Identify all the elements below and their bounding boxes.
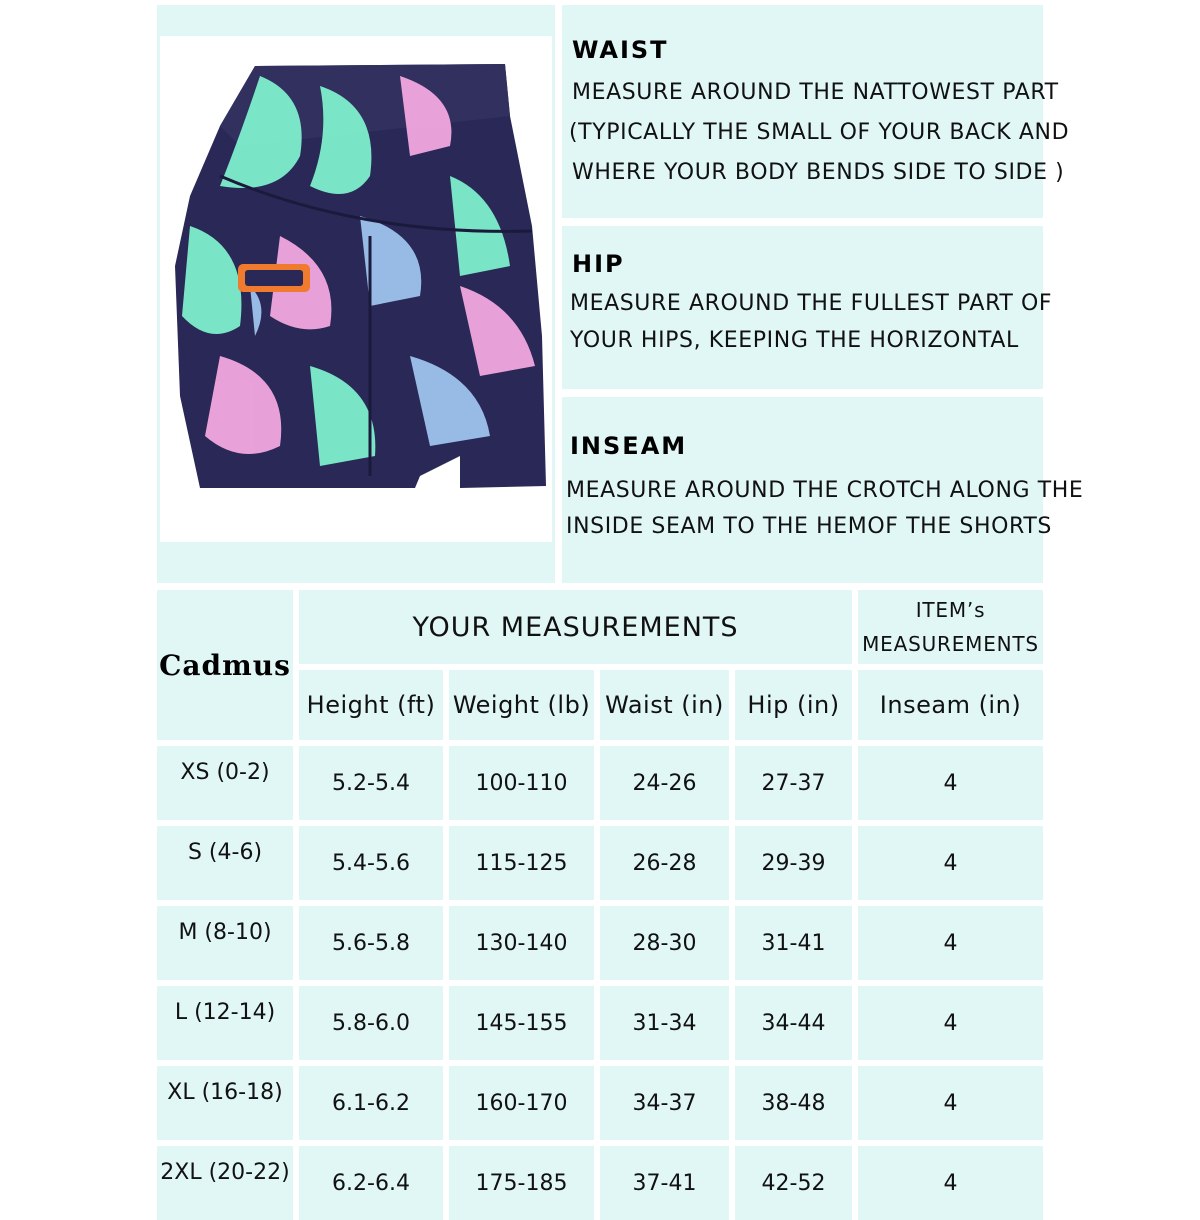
waist-cell: 24-26: [600, 746, 729, 820]
height-cell: 6.2-6.4: [299, 1146, 443, 1220]
inseam-cell: 4: [858, 746, 1043, 820]
height-cell: 5.6-5.8: [299, 906, 443, 980]
inseam-cell: 4: [858, 1066, 1043, 1140]
inseam-line-1: MEASURE AROUND THE CROTCH ALONG THE: [566, 478, 1084, 503]
hip-cell: 34-44: [735, 986, 852, 1060]
hip-line-2: YOUR HIPS, KEEPING THE HORIZONTAL: [570, 328, 1019, 353]
column-header-inseam: Inseam (in): [858, 670, 1043, 740]
inseam-heading: INSEAM: [570, 432, 688, 460]
column-header-height: Height (ft): [299, 670, 443, 740]
size-cell: XS (0-2): [157, 746, 293, 820]
hip-cell: 27-37: [735, 746, 852, 820]
your-measurements-header: YOUR MEASUREMENTS: [299, 590, 852, 664]
waist-heading: WAIST: [572, 36, 669, 64]
weight-cell: 100-110: [449, 746, 594, 820]
size-cell: XL (16-18): [157, 1066, 293, 1140]
waist-cell: 28-30: [600, 906, 729, 980]
height-cell: 5.8-6.0: [299, 986, 443, 1060]
hip-heading: HIP: [572, 250, 625, 278]
item-measurements-line-1: ITEM’s: [915, 598, 986, 622]
shorts-illustration: [160, 36, 552, 542]
column-header-waist: Waist (in): [600, 670, 729, 740]
weight-cell: 175-185: [449, 1146, 594, 1220]
brand-cell: Cadmus: [157, 590, 293, 740]
height-cell: 5.2-5.4: [299, 746, 443, 820]
item-measurements-line-2: MEASUREMENTS: [862, 632, 1039, 656]
waist-line-2: (TYPICALLY THE SMALL OF YOUR BACK AND: [569, 120, 1070, 145]
size-cell: L (12-14): [157, 986, 293, 1060]
weight-cell: 130-140: [449, 906, 594, 980]
waist-cell: 26-28: [600, 826, 729, 900]
waist-cell: 31-34: [600, 986, 729, 1060]
waist-line-3: WHERE YOUR BODY BENDS SIDE TO SIDE ): [572, 160, 1065, 185]
height-cell: 6.1-6.2: [299, 1066, 443, 1140]
inseam-cell: 4: [858, 826, 1043, 900]
hip-cell: 31-41: [735, 906, 852, 980]
weight-cell: 145-155: [449, 986, 594, 1060]
weight-cell: 160-170: [449, 1066, 594, 1140]
hip-cell: 42-52: [735, 1146, 852, 1220]
hip-line-1: MEASURE AROUND THE FULLEST PART OF: [570, 291, 1053, 316]
hip-cell: 29-39: [735, 826, 852, 900]
column-header-weight: Weight (lb): [449, 670, 594, 740]
waist-cell: 34-37: [600, 1066, 729, 1140]
size-cell: S (4-6): [157, 826, 293, 900]
size-cell: M (8-10): [157, 906, 293, 980]
hip-cell: 38-48: [735, 1066, 852, 1140]
item-measurements-header: [858, 590, 1043, 664]
size-cell: 2XL (20-22): [157, 1146, 293, 1220]
weight-cell: 115-125: [449, 826, 594, 900]
waist-line-1: MEASURE AROUND THE NATTOWEST PART: [572, 80, 1059, 105]
height-cell: 5.4-5.6: [299, 826, 443, 900]
inseam-line-2: INSIDE SEAM TO THE HEMOF THE SHORTS: [566, 514, 1052, 539]
product-image: [160, 36, 552, 542]
inseam-cell: 4: [858, 906, 1043, 980]
inseam-cell: 4: [858, 1146, 1043, 1220]
column-header-hip: Hip (in): [735, 670, 852, 740]
waist-cell: 37-41: [600, 1146, 729, 1220]
inseam-cell: 4: [858, 986, 1043, 1060]
